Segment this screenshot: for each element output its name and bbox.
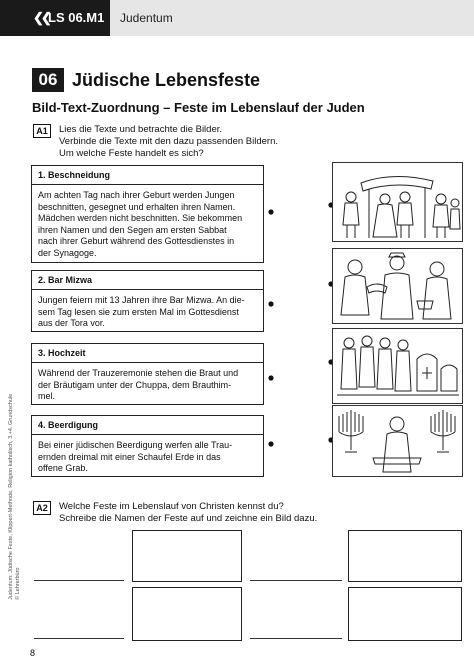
feast-line: sem Tag lesen sie zum ersten Mal im Gottesdienst <box>38 306 239 317</box>
task-label-a1: A1 <box>33 124 51 138</box>
feast-line: mel. <box>38 391 56 402</box>
feast-line: ernden dreimal mit einer Schaufel Erde in das <box>38 451 221 462</box>
header-code-block <box>0 0 110 36</box>
feast-text <box>32 185 263 265</box>
feast-box-bar-mizwa <box>31 270 264 332</box>
feast-line: Während der Trauzeremonie stehen die Braut und <box>38 368 239 378</box>
header-topic: Judentum <box>120 11 173 25</box>
writing-line[interactable] <box>250 638 342 639</box>
feast-line: beschnitten, gesegnet und erhalten ihren Namen. <box>38 201 236 212</box>
drawing-box[interactable] <box>132 530 242 582</box>
feast-line: der Synagoge. <box>38 247 97 258</box>
drawing-box[interactable] <box>132 587 242 641</box>
copyright-line: © Lehrerbüro <box>15 567 21 600</box>
feast-title: 3. Hochzeit <box>32 344 263 363</box>
feast-text <box>32 435 263 480</box>
copyright-note <box>8 394 22 600</box>
feast-line: offene Grab. <box>38 463 88 474</box>
feast-line: ihren Namen und den Segen am ersten Sabbat <box>38 224 227 235</box>
match-dot[interactable] <box>268 441 273 446</box>
circumcision-illustration-icon <box>333 249 462 323</box>
copyright-line: Judentum: Jüdische Feste, Klippert-Methode, Religion katholisch, 3.+4. Grundschule <box>8 393 14 600</box>
chapter-number: 06 <box>32 68 64 92</box>
picture-wedding-chuppa <box>332 162 463 242</box>
feast-line: Am achten Tag nach ihrer Geburt werden Jungen <box>38 190 235 200</box>
feast-box-beschneidung <box>31 165 264 263</box>
feast-line: Jungen feiern mit 13 Jahren ihre Bar Mizwa. An die- <box>38 295 245 305</box>
feast-line: der Bräutigam unter der Chuppa, dem Brauthim- <box>38 379 232 390</box>
picture-funeral <box>332 328 463 404</box>
picture-bar-mizwa <box>332 405 463 477</box>
feast-line: Mädchen werden nicht beschnitten. Sie bekommen <box>38 213 243 224</box>
feast-line: aus der Tora vor. <box>38 318 105 329</box>
task1-line: Um welche Feste handelt es sich? <box>59 148 204 159</box>
page-title: Jüdische Lebensfeste <box>72 70 261 90</box>
task1-line: Lies die Texte und betrachte die Bilder. <box>59 124 223 135</box>
writing-line[interactable] <box>250 580 342 581</box>
wedding-illustration-icon <box>333 163 462 241</box>
page-subtitle: Bild-Text-Zuordnung – Feste im Lebenslauf der Juden <box>32 100 365 115</box>
task1-line: Verbinde die Texte mit den dazu passenden Bildern. <box>59 136 279 147</box>
header-topic-bar <box>110 0 474 36</box>
feast-line: Bei einer jüdischen Beerdigung werfen alle Trau- <box>38 440 233 450</box>
feast-text <box>32 290 263 335</box>
match-dot[interactable] <box>268 301 273 306</box>
task2-line: Welche Feste im Lebenslauf von Christen kennst du? <box>59 501 284 512</box>
task2-line: Schreibe die Namen der Feste auf und zeichne ein Bild dazu. <box>59 513 318 524</box>
picture-circumcision <box>332 248 463 324</box>
drawing-box[interactable] <box>348 530 462 582</box>
feast-title: 2. Bar Mizwa <box>32 271 263 290</box>
feast-text <box>32 363 263 408</box>
feast-box-hochzeit <box>31 343 264 405</box>
double-chevron-icon: ❮❮ <box>33 10 49 25</box>
lesson-code: LS 06.M1 <box>48 10 105 25</box>
drawing-box[interactable] <box>348 587 462 641</box>
match-dot[interactable] <box>268 375 273 380</box>
writing-line[interactable] <box>34 638 124 639</box>
match-dot[interactable] <box>268 209 273 214</box>
task1-instructions <box>59 124 278 160</box>
task2-instructions <box>59 501 317 525</box>
feast-title: 4. Beerdigung <box>32 416 263 435</box>
feast-line: nach ihrer Geburt während des Gottesdienstes in <box>38 236 235 247</box>
task-label-a2: A2 <box>33 501 51 515</box>
feast-title: 1. Beschneidung <box>32 166 263 185</box>
writing-line[interactable] <box>34 580 124 581</box>
feast-box-beerdigung <box>31 415 264 477</box>
bar-mizwa-illustration-icon <box>333 406 462 476</box>
page-number: 8 <box>30 648 36 658</box>
funeral-illustration-icon <box>333 329 462 403</box>
